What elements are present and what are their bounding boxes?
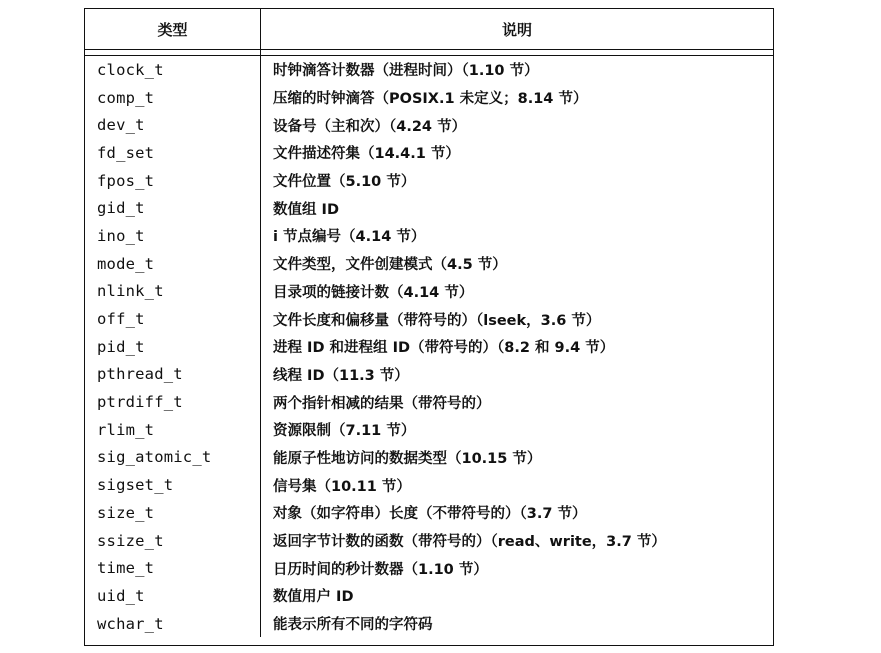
description-cell: 资源限制（7.11 节）	[273, 423, 416, 440]
description-cell: 能表示所有不同的字符码	[273, 617, 433, 634]
table-row	[85, 554, 773, 582]
type-cell: fpos_t	[85, 167, 261, 195]
type-cell: gid_t	[85, 194, 261, 222]
type-cell: wchar_t	[85, 610, 261, 638]
type-cell: sig_atomic_t	[85, 444, 261, 472]
description-cell: 信号集（10.11 节）	[273, 478, 411, 495]
type-cell: comp_t	[85, 84, 261, 112]
description-cell: 设备号（主和次）（4.24 节）	[273, 118, 467, 135]
table-row	[85, 499, 773, 527]
description-cell: 对象（如字符串）长度（不带符号的）（3.7 节）	[273, 506, 587, 523]
type-cell: dev_t	[85, 111, 261, 139]
type-cell: ptrdiff_t	[85, 388, 261, 416]
type-cell: ssize_t	[85, 527, 261, 555]
type-cell: nlink_t	[85, 278, 261, 306]
type-cell: time_t	[85, 554, 261, 582]
type-cell: mode_t	[85, 250, 261, 278]
header-description: 说明	[501, 20, 532, 39]
type-cell: clock_t	[85, 56, 261, 84]
table-row	[85, 194, 773, 222]
description-cell: 目录项的链接计数（4.14 节）	[273, 284, 474, 301]
type-cell: uid_t	[85, 582, 261, 610]
description-cell: i 节点编号（4.14 节）	[273, 229, 426, 246]
table-row	[85, 388, 773, 416]
description-cell: 数值组 ID	[273, 201, 339, 218]
description-cell: 进程 ID 和进程组 ID（带符号的）（8.2 和 9.4 节）	[273, 340, 615, 357]
description-cell: 文件描述符集（14.4.1 节）	[273, 146, 460, 163]
primitive-types-table	[84, 8, 774, 646]
type-cell: ino_t	[85, 222, 261, 250]
table-row	[85, 582, 773, 610]
description-cell: 能原子性地访问的数据类型（10.15 节）	[273, 450, 542, 467]
table-row	[85, 139, 773, 167]
table-row	[85, 111, 773, 139]
description-cell: 日历时间的秒计数器（1.10 节）	[273, 561, 488, 578]
table-header	[85, 9, 773, 49]
description-cell: 返回字节计数的函数（带符号的）（read、write，3.7 节）	[273, 534, 666, 551]
table-row	[85, 416, 773, 444]
table-row	[85, 222, 773, 250]
type-cell: sigset_t	[85, 471, 261, 499]
header-type: 类型	[85, 9, 261, 49]
table-row	[85, 333, 773, 361]
table-row	[85, 84, 773, 112]
description-cell: 文件类型，文件创建模式（4.5 节）	[273, 257, 507, 274]
table-body	[85, 56, 773, 637]
table-row	[85, 444, 773, 472]
type-cell: pid_t	[85, 333, 261, 361]
description-cell: 压缩的时钟滴答（POSIX.1 未定义；8.14 节）	[273, 91, 588, 108]
table-row	[85, 305, 773, 333]
table-row	[85, 167, 773, 195]
table-row	[85, 250, 773, 278]
table-row	[85, 56, 773, 84]
table-row	[85, 610, 773, 638]
description-cell: 文件长度和偏移量（带符号的）（lseek，3.6 节）	[273, 312, 601, 329]
table-row	[85, 471, 773, 499]
description-cell: 线程 ID（11.3 节）	[273, 367, 409, 384]
table-row	[85, 361, 773, 389]
type-cell: rlim_t	[85, 416, 261, 444]
description-cell: 文件位置（5.10 节）	[273, 174, 416, 191]
type-cell: pthread_t	[85, 361, 261, 389]
table-row	[85, 527, 773, 555]
description-cell: 两个指针相减的结果（带符号的）	[273, 395, 491, 412]
header-double-rule	[85, 49, 773, 56]
type-cell: size_t	[85, 499, 261, 527]
type-cell: off_t	[85, 305, 261, 333]
table-row	[85, 278, 773, 306]
description-cell: 数值用户 ID	[273, 589, 354, 606]
type-cell: fd_set	[85, 139, 261, 167]
description-cell: 时钟滴答计数器（进程时间）（1.10 节）	[273, 63, 539, 80]
header-rule-divider	[85, 50, 261, 55]
